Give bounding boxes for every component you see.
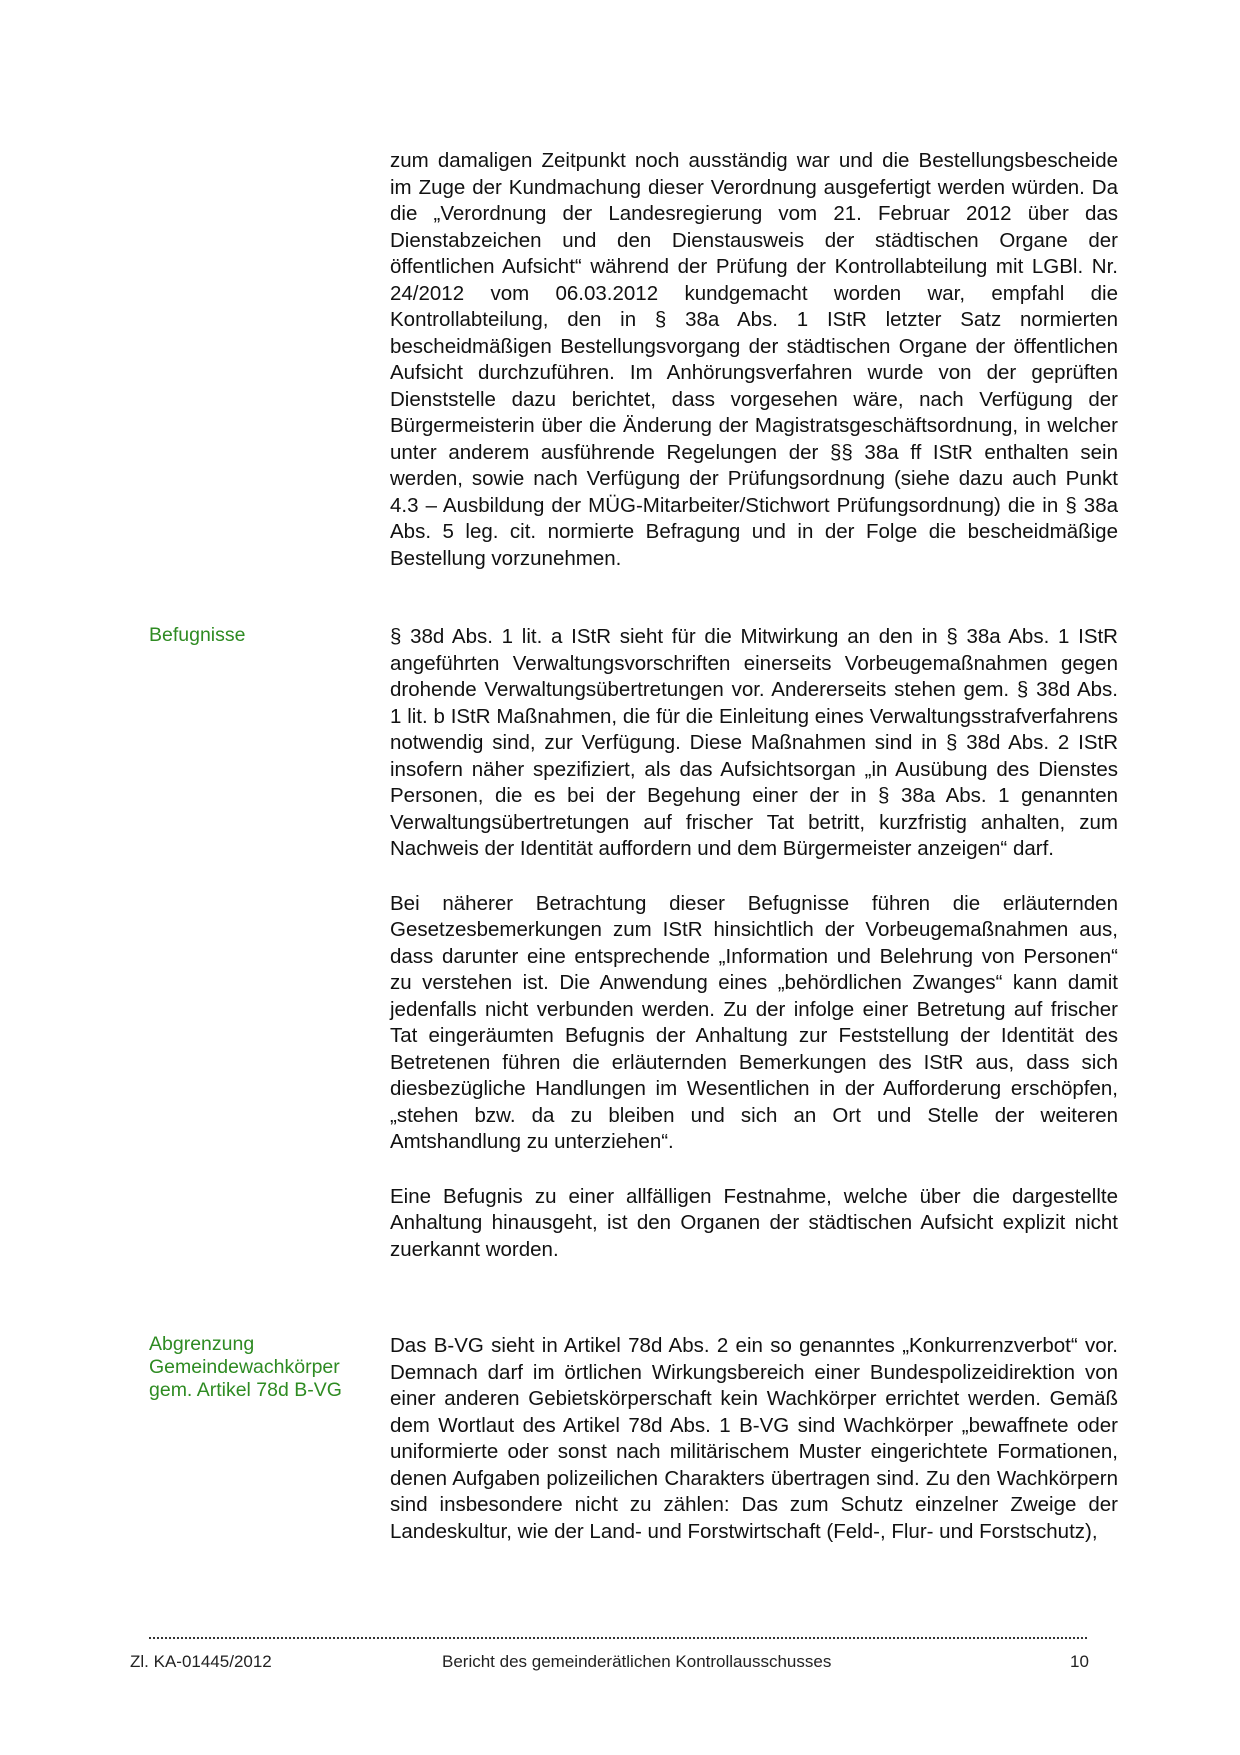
section-intro-body [390,148,1118,600]
margin-heading-line: Befugnisse [149,624,246,646]
paragraph: Das B-VG sieht in Artikel 78d Abs. 2 ein so genanntes „Konkurrenzverbot“ vor. Demnach darf im örtlichen Wirkungsbereich einer Bundespolizeidirektion von einer anderen Gebietskörperschaft kein Wachkörper errichtet werden. Gemäß dem Wortlaut des Artikel 78d Abs. 1 B-VG sind Wachkörper „bewaffnete oder uniformierte oder sonst nach militärischem Muster eingerichtete Formationen, denen Aufgaben polizeilichen Charakters übertragen sind. Zu den Wachkörpern sind insbesondere nicht zu zählen: Das zum Schutz einzelner Zweige der Landeskultur, wie der Land- und Forstwirtschaft (Feld-, Flur- und Forstschutz), [390,1334,1118,1543]
margin-heading-line: gem. Artikel 78d B-VG [149,1379,342,1401]
section-befugnisse-body [390,624,1118,1291]
margin-heading-abgrenzung [149,1333,364,1402]
paragraph: § 38d Abs. 1 lit. a IStR sieht für die Mitwirkung an den in § 38a Abs. 1 IStR angeführten Verwaltungsvorschriften einerseits Vorbeugemaßnahmen gegen drohende Verwaltungsübertretungen vor. Andererseits stehen gem. § 38d Abs. 1 lit. b IStR Maßnahmen, die für die Einleitung eines Verwaltungsstrafverfahrens notwendig sind, zur Verfügung. Diese Maßnahmen sind in § 38d Abs. 2 IStR insofern näher spezifiziert, als das Aufsichtsorgan „in Ausübung des Dienstes Personen, die es bei der Begehung einer der in § 38a Abs. 1 genannten Verwaltungsübertretungen auf frischer Tat betritt, kurzfristig anhalten, zum Nachweis der Identität auffordern und dem Bürgermeister anzeigen“ darf. [390,625,1118,860]
footer-divider [149,1637,1087,1639]
footer-report-title: Bericht des gemeinderätlichen Kontrollausschusses [442,1652,832,1671]
section-abgrenzung-body [390,1333,1118,1573]
footer-document-number: Zl. KA-01445/2012 [130,1652,272,1671]
margin-heading-line: Abgrenzung [149,1333,255,1355]
footer-page-number: 10 [1070,1652,1089,1671]
margin-heading-line: Gemeindewachkörper [149,1356,340,1378]
paragraph: Bei näherer Betrachtung dieser Befugnisse führen die erläuternden Gesetzesbemerkungen zum IStR hinsichtlich der Vorbeugemaßnahmen aus, dass darunter eine entsprechende „Information und Belehrung von Personen“ zu verstehen ist. Die Anwendung eines „behördlichen Zwanges“ kann damit jedenfalls nicht verbunden werden. Zu der infolge einer Betretung auf frischer Tat eingeräumten Befugnis der Anhaltung zur Feststellung der Identität des Betretenen führen die erläuternden Bemerkungen des IStR aus, dass sich diesbezügliche Handlungen im Wesentlichen in der Aufforderung erschöpfen, „stehen bzw. da zu bleiben und sich an Ort und Stelle der weiteren Amtshandlung zu unterziehen“. [390,891,1118,1153]
margin-heading-befugnisse [149,624,364,647]
paragraph: zum damaligen Zeitpunkt noch ausständig war und die Bestellungsbescheide im Zuge der Kundmachung dieser Verordnung ausgefertigt werden würden. Da die „Verordnung der Landesregierung vom 21. Februar 2012 über das Dienstabzeichen und den Dienstausweis der städtischen Organe der öffentlichen Aufsicht“ während der Prüfung der Kontrollabteilung mit LGBl. Nr. 24/2012 vom 06.03.2012 kundgemacht worden war, empfahl die Kontrollabteilung, den in § 38a Abs. 1 IStR letzter Satz normierten bescheidmäßigen Bestellungsvorgang der städtischen Organe der öffentlichen Aufsicht durchzuführen. Im Anhörungsverfahren wurde von der geprüften Dienststelle dazu berichtet, dass vorgesehen wäre, nach Verfügung der Bürgermeisterin über die Änderung der Magistratsgeschäftsordnung, in welcher unter anderem ausführende Regelungen der §§ 38a ff IStR enthalten sein werden, sowie nach Verfügung der Prüfungsordnung (siehe dazu auch Punkt 4.3 – Ausbildung der MÜG-Mitarbeiter/Stichwort Prüfungsordnung) die in § 38a Abs. 5 leg. cit. normierte Befragung und in der Folge die bescheidmäßige Bestellung vorzunehmen. [390,149,1118,570]
paragraph: Eine Befugnis zu einer allfälligen Festnahme, welche über die dargestellte Anhaltung hinausgeht, ist den Organen der städtischen Aufsicht explizit nicht zuerkannt worden. [390,1184,1118,1261]
